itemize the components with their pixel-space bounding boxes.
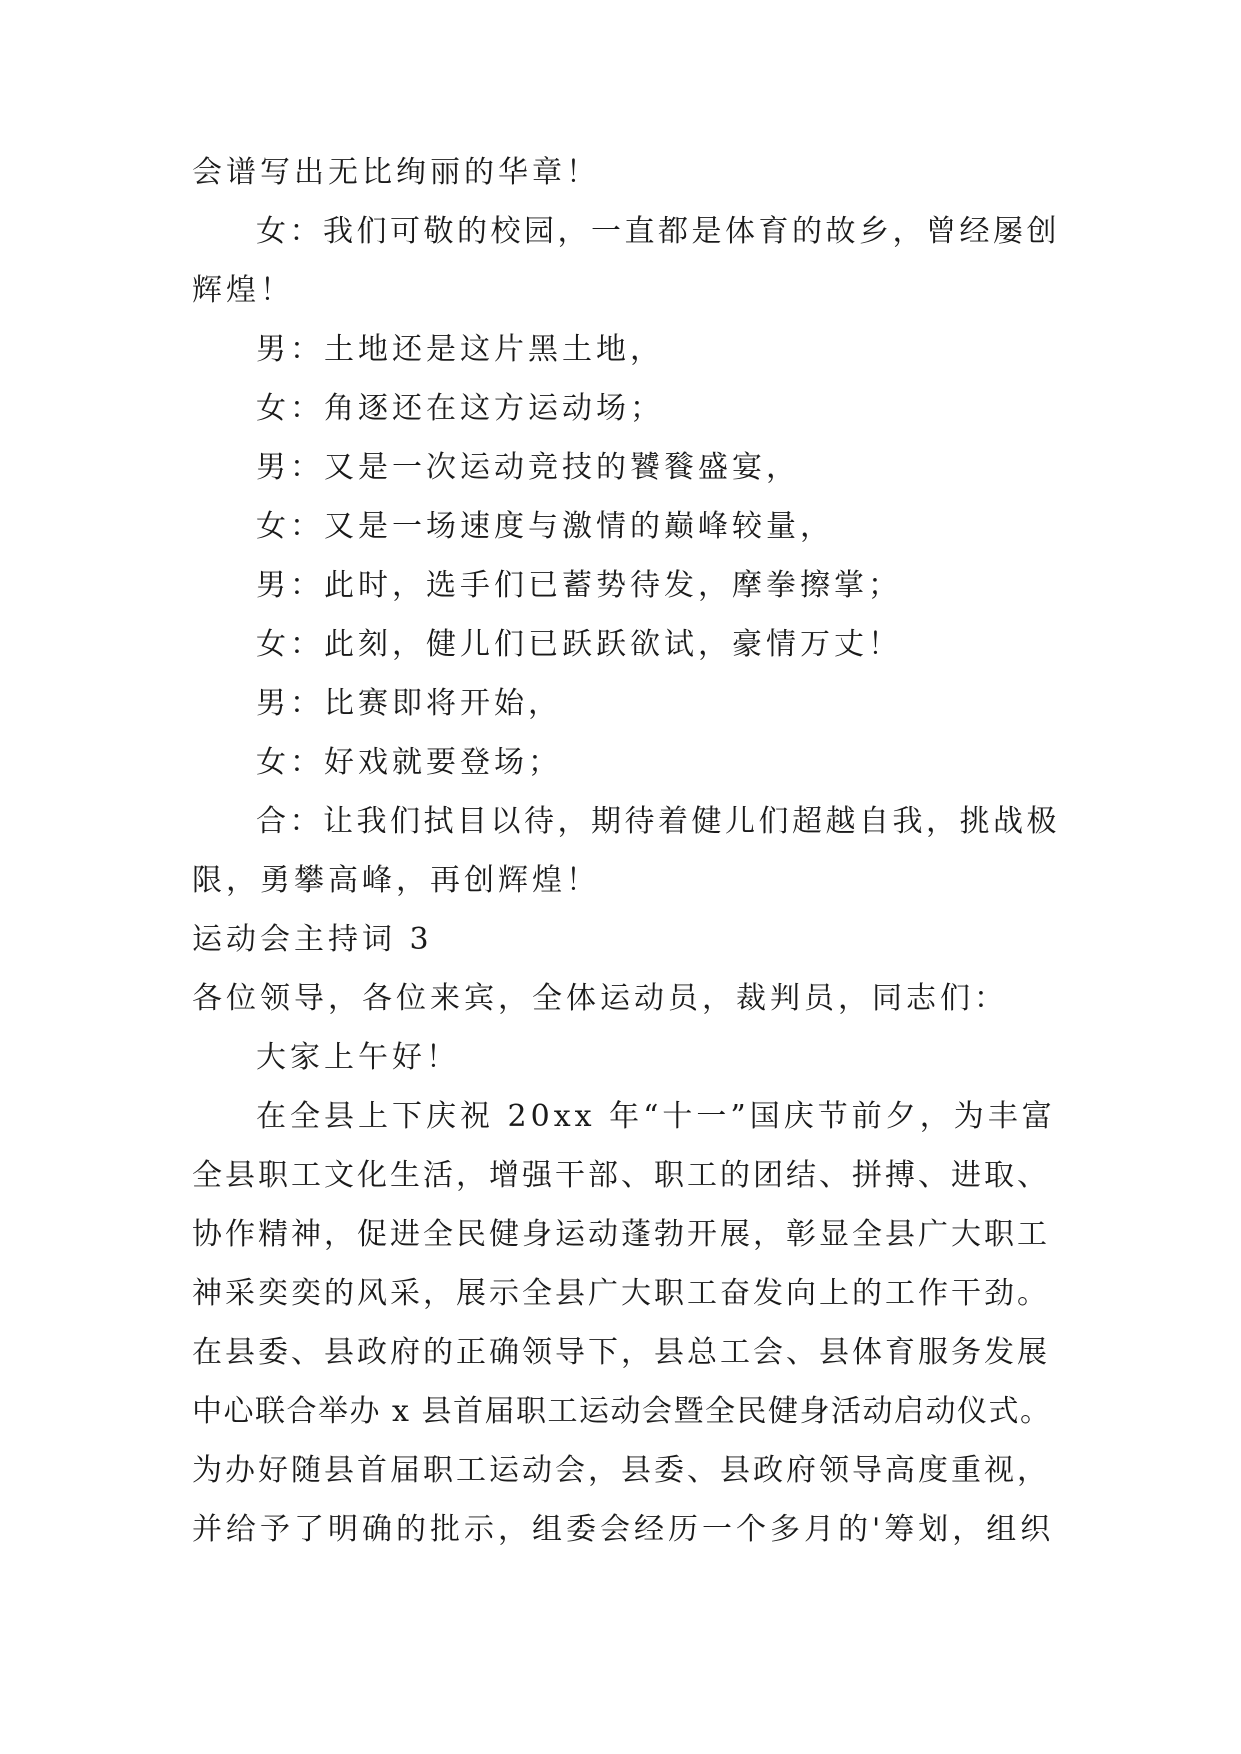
text-line: 协作精神，促进全民健身运动蓬勃开展，彰显全县广大职工 xyxy=(192,1217,1050,1252)
document-body xyxy=(192,154,1062,1570)
text-line: 女：我们可敬的校园，一直都是体育的故乡，曾经屡创 xyxy=(256,214,1060,249)
text-line: 各位领导，各位来宾，全体运动员，裁判员，同志们： xyxy=(192,981,1008,1016)
text-line: 大家上午好！ xyxy=(256,1040,460,1075)
text-line: 女：此刻，健儿们已跃跃欲试，豪情万丈！ xyxy=(256,627,902,662)
text-line: 在县委、县政府的正确领导下，县总工会、县体育服务发展 xyxy=(192,1335,1050,1370)
text-line: 会谱写出无比绚丽的华章！ xyxy=(192,155,600,190)
text-line: 男：此时，选手们已蓄势待发，摩拳擦掌； xyxy=(256,568,902,603)
text-line: 限，勇攀高峰，再创辉煌！ xyxy=(192,863,600,898)
text-line: 男：比赛即将开始， xyxy=(256,686,562,721)
text-line: 女：角逐还在这方运动场； xyxy=(256,391,664,426)
text-line: 男：土地还是这片黑土地， xyxy=(256,332,664,367)
text-line: 在全县上下庆祝 20xx 年“十一”国庆节前夕，为丰富 xyxy=(256,1099,1056,1134)
text-line: 为办好随县首届职工运动会，县委、县政府领导高度重视， xyxy=(192,1453,1050,1488)
text-line: 女：好戏就要登场； xyxy=(256,745,562,780)
text-line: 男：又是一次运动竞技的饕餮盛宴， xyxy=(256,450,800,485)
text-line: 辉煌！ xyxy=(192,273,294,308)
text-line: 女：又是一场速度与激情的巅峰较量， xyxy=(256,509,834,544)
text-line: 合：让我们拭目以待，期待着健儿们超越自我，挑战极 xyxy=(256,804,1060,839)
text-line: 并给予了明确的批示，组委会经历一个多月的'筹划，组织 xyxy=(192,1512,1055,1547)
section-heading: 运动会主持词 3 xyxy=(192,922,433,957)
text-line: 神采奕奕的风采，展示全县广大职工奋发向上的工作干劲。 xyxy=(192,1276,1050,1311)
text-line: 全县职工文化生活，增强干部、职工的团结、拼搏、进取、 xyxy=(192,1158,1050,1193)
text-line: 中心联合举办 x 县首届职工运动会暨全民健身活动启动仪式。 xyxy=(192,1394,1052,1429)
